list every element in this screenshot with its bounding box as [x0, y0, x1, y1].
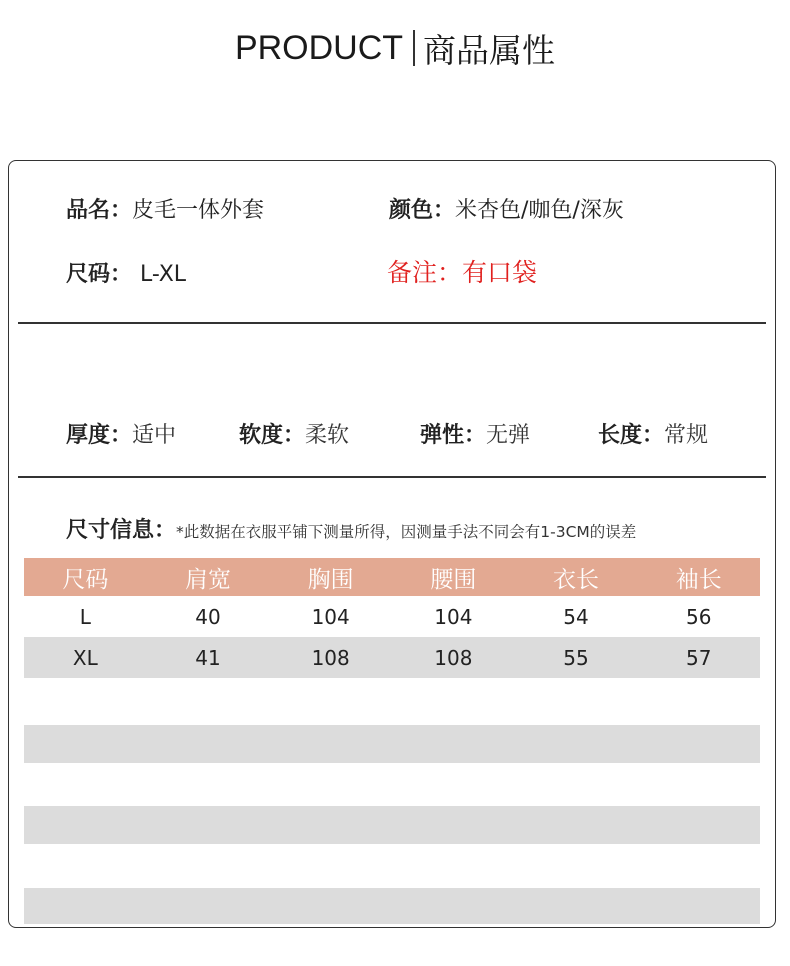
product-name-label: 品名：: [66, 198, 133, 223]
attribute-thickness: [66, 418, 176, 449]
attribute-label: 厚度：: [66, 422, 133, 448]
attribute-length: [598, 418, 708, 449]
header-title-cn: 商品属性: [423, 30, 556, 70]
table-cell: 104: [434, 604, 473, 629]
product-size: [66, 257, 186, 288]
table-cell: 55: [563, 645, 589, 670]
column-header: 腰围: [430, 566, 477, 593]
attribute-value: 适中: [132, 422, 177, 448]
empty-table-stripe: [24, 725, 760, 763]
attribute-value: 常规: [664, 422, 709, 448]
attribute-label: 长度：: [598, 422, 665, 448]
table-cell: 40: [195, 604, 221, 629]
column-header: 衣长: [553, 566, 600, 593]
product-color-label: 颜色：: [389, 198, 456, 223]
table-row: [24, 637, 760, 678]
table-cell: 108: [434, 645, 473, 670]
divider-top: [18, 322, 766, 324]
size-info-note: *此数据在衣服平铺下测量所得，因测量手法不同会有1-3CM的误差: [176, 523, 637, 541]
empty-table-stripe: [24, 888, 760, 924]
attribute-value: 柔软: [305, 422, 350, 448]
table-cell: 54: [563, 604, 589, 629]
size-table: [24, 558, 760, 678]
header-divider: [413, 30, 415, 66]
size-info-label: 尺寸信息：: [66, 518, 177, 543]
header-title-en: PRODUCT: [234, 28, 404, 67]
table-cell: L: [79, 604, 91, 629]
column-header: 尺码: [62, 566, 109, 593]
column-header: 袖长: [675, 566, 722, 593]
product-size-value: L-XL: [140, 262, 187, 287]
attribute-softness: [239, 418, 349, 449]
column-header: 肩宽: [185, 566, 231, 593]
product-name: [66, 193, 264, 224]
table-cell: 57: [685, 645, 712, 670]
attribute-value: 无弹: [486, 422, 531, 448]
attribute-label: 软度：: [239, 422, 306, 448]
column-header: 胸围: [307, 566, 354, 593]
product-size-label: 尺码：: [66, 262, 133, 287]
attribute-elasticity: [420, 418, 530, 449]
table-cell: XL: [72, 645, 98, 670]
divider-bottom: [18, 476, 766, 478]
product-color: [389, 193, 624, 224]
table-cell: 108: [311, 645, 350, 670]
attribute-label: 弹性：: [420, 422, 487, 448]
table-cell: 56: [685, 604, 712, 629]
table-cell: 41: [195, 645, 221, 670]
empty-table-stripe: [24, 806, 760, 844]
product-note: 备注：有口袋: [387, 258, 538, 287]
page-header: [0, 26, 790, 70]
size-table-header: [24, 558, 760, 596]
size-info: [66, 513, 636, 544]
product-color-value: 米杏色/咖色/深灰: [455, 198, 624, 223]
table-row: [24, 596, 760, 637]
table-cell: 104: [311, 604, 350, 629]
product-name-value: 皮毛一体外套: [132, 198, 265, 223]
attribute-row: [66, 415, 746, 451]
